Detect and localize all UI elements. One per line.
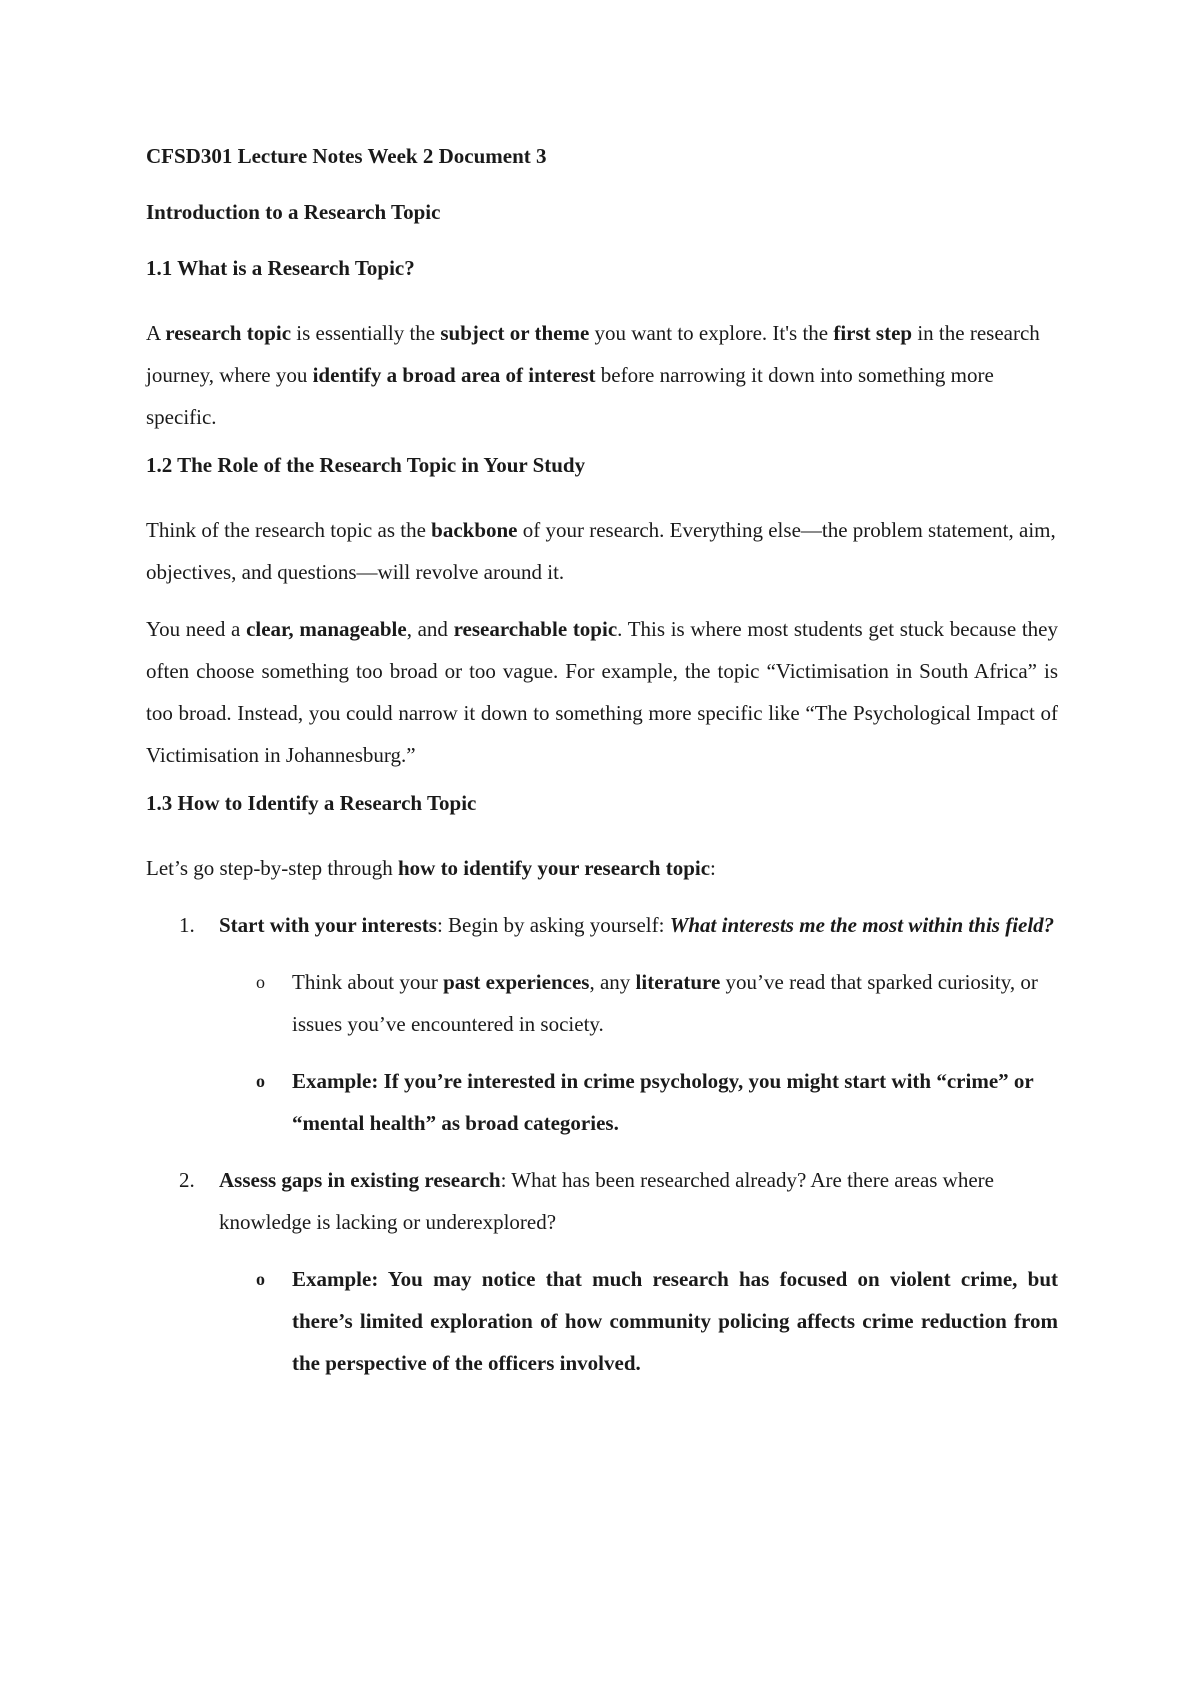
document-subtitle: Introduction to a Research Topic	[146, 200, 441, 224]
text-run: in the research journey, where you	[146, 321, 1040, 387]
text-run: , and	[406, 617, 454, 641]
step-question: What interests me the most within this field?	[669, 913, 1055, 937]
section-1-2-paragraph-2	[146, 608, 1058, 776]
document-title: CFSD301 Lecture Notes Week 2 Document 3	[146, 144, 547, 168]
bullet-circle-icon: o	[256, 972, 265, 992]
step-text: : Begin by asking yourself:	[436, 913, 670, 937]
section-1-1-paragraph	[146, 312, 1058, 438]
section-heading-1-1: 1.1 What is a Research Topic?	[146, 256, 415, 280]
text-run: , any	[589, 970, 636, 994]
list-item-sub-example	[146, 1060, 1058, 1144]
bold-term: backbone	[431, 518, 518, 542]
example-text: Example: If you’re interested in crime psychology, you might start with “crime” or “mental health” as broad categories.	[292, 1069, 1034, 1135]
bold-term: how to identify your research topic	[397, 856, 711, 880]
step-2-sublist	[146, 1258, 1058, 1384]
text-run: is essentially the	[291, 321, 441, 345]
text-run: . This is where most students get stuck because they often choose something too broad or too vague. For example, the topic “Victimisation in South Africa” is too broad. Instead, you could narrow it down to something more specific like “The Psychological Impact of Victimisation in Johannesburg.”	[146, 617, 1059, 767]
text-run: Think of the research topic as the	[146, 518, 432, 542]
text-run: Let’s go step-by-step through	[146, 856, 398, 880]
text-run: before narrowing it down into something more specific.	[146, 363, 994, 429]
section-1-3-intro	[146, 847, 1058, 889]
bold-term: past experiences	[443, 970, 590, 994]
bold-term: research topic	[165, 321, 292, 345]
section-heading-1-3: 1.3 How to Identify a Research Topic	[146, 791, 477, 815]
list-item-sub-example	[146, 1258, 1058, 1384]
list-item-step-1	[146, 904, 1058, 946]
bold-term: researchable topic	[453, 617, 618, 641]
bold-term: clear, manageable	[246, 617, 407, 641]
text-run: of your research. Everything else—the problem statement, aim, objectives, and questions—will revolve around it.	[146, 518, 1056, 584]
step-1-sublist	[146, 961, 1058, 1144]
text-run: Think about your	[292, 970, 444, 994]
bullet-circle-icon: o	[256, 1071, 265, 1091]
bold-term: first step	[833, 321, 913, 345]
text-run: A	[146, 321, 166, 345]
step-lead: Assess gaps in existing research	[219, 1168, 501, 1192]
section-heading-1-2: 1.2 The Role of the Research Topic in Your Study	[146, 453, 586, 477]
text-run: you want to explore. It's the	[589, 321, 834, 345]
list-item-step-2	[146, 1159, 1058, 1243]
bullet-circle-icon: o	[256, 1269, 265, 1289]
list-item-sub	[146, 961, 1058, 1045]
text-run: you’ve read that sparked curiosity, or issues you’ve encountered in society.	[292, 970, 1038, 1036]
step-lead: Start with your interests	[219, 913, 437, 937]
example-text: Example: You may notice that much research has focused on violent crime, but there’s limited exploration of how community policing affects crime reduction from the perspective of the officers involved.	[292, 1267, 1058, 1375]
bold-term: literature	[635, 970, 721, 994]
steps-list	[146, 904, 1058, 1384]
step-text: : What has been researched already? Are there areas where knowledge is lacking or underexplored?	[219, 1168, 994, 1234]
step-number: 2.	[179, 1168, 195, 1192]
text-run: :	[710, 856, 716, 880]
step-number: 1.	[179, 913, 195, 937]
bold-term: subject or theme	[440, 321, 590, 345]
section-1-2-paragraph-1	[146, 509, 1058, 593]
bold-term: identify a broad area of interest	[312, 363, 596, 387]
text-run: You need a	[146, 617, 247, 641]
